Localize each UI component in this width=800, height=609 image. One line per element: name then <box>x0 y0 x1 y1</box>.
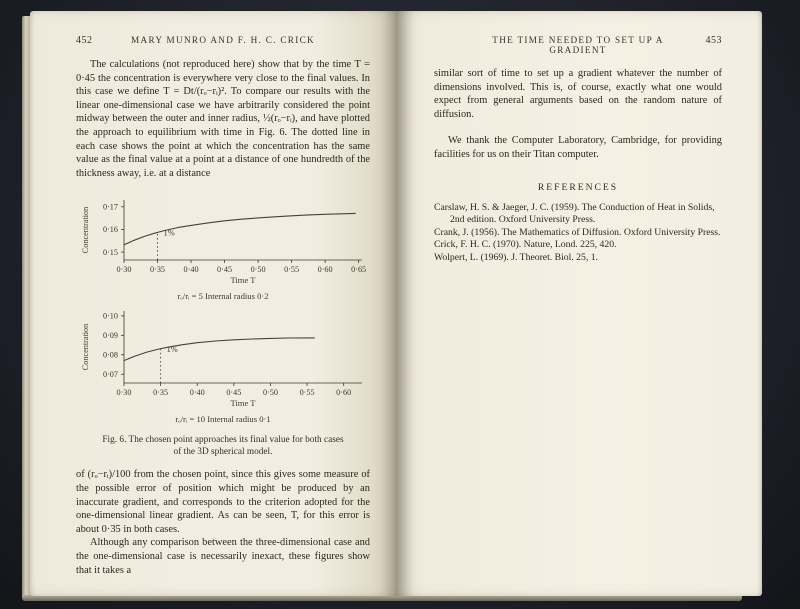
figure-caption: Fig. 6. The chosen point approaches its final value for both cases of the 3D spherical model. <box>102 435 344 458</box>
svg-text:0·30: 0·30 <box>116 388 132 398</box>
svg-text:0·30: 0·30 <box>116 265 132 275</box>
svg-text:0·45: 0·45 <box>217 265 233 275</box>
svg-text:0·55: 0·55 <box>299 388 315 398</box>
svg-text:1%: 1% <box>163 228 175 238</box>
paragraph: Although any comparison between the three-dimensional case and the one-dimensional case is necessarily inexact, these figures show that it takes a <box>76 537 370 576</box>
svg-text:0·17: 0·17 <box>102 202 118 212</box>
svg-text:Concentration: Concentration <box>81 207 90 254</box>
svg-text:0·65: 0·65 <box>351 265 367 275</box>
chart-internal-radius-0-1 <box>76 305 370 424</box>
svg-text:0·10: 0·10 <box>102 311 118 321</box>
chart-svg <box>76 305 376 413</box>
svg-text:0·40: 0·40 <box>183 265 199 275</box>
page-header-right <box>434 35 722 55</box>
svg-text:0·50: 0·50 <box>262 388 278 398</box>
paragraph: We thank the Computer Laboratory, Cambridge, for providing facilities for us on their Titan computer. <box>434 135 722 160</box>
svg-text:0·07: 0·07 <box>102 370 118 380</box>
page-number: 452 <box>76 35 93 46</box>
page-header-left <box>76 35 370 46</box>
chart-subtitle: rₒ/rᵢ = 10 Internal radius 0·1 <box>175 414 271 425</box>
svg-text:0·08: 0·08 <box>102 350 118 360</box>
page-number: 453 <box>705 35 722 46</box>
svg-text:0·40: 0·40 <box>189 388 205 398</box>
references-list <box>434 202 722 265</box>
references-heading: REFERENCES <box>537 181 619 193</box>
reference-item: Crick, F. H. C. (1970). Nature, Lond. 225, 420. <box>434 239 617 251</box>
chart-internal-radius-0-2 <box>76 194 370 301</box>
svg-text:Time T: Time T <box>230 398 256 409</box>
paragraph: of (rₒ−rᵢ)/100 from the chosen point, since this gives some measure of the possible error of position which might be produced by an inaccurate gradient, and corresponds to the criterion adopted for the one-dimensional linear gradient. As can be seen, T, for this error is about 0·35 in both cases. <box>76 469 370 535</box>
page-right <box>396 11 762 596</box>
reference-item: Crank, J. (1956). The Mathematics of Diffusion. Oxford University Press. <box>434 226 721 238</box>
book-spread <box>30 11 762 596</box>
svg-text:0·35: 0·35 <box>153 388 169 398</box>
svg-text:Concentration: Concentration <box>81 324 90 371</box>
figure-6 <box>76 194 370 458</box>
running-head: THE TIME NEEDED TO SET UP A GRADIENT <box>492 35 664 55</box>
paragraph: The calculations (not reproduced here) show that by the time T = 0·45 the concentration is everywhere very close to the final values. In this case we define T = Dt/(rₒ−rᵢ)². To compare our results with the linear one-dimensional case we have arbitrarily considered the point midway between the outer and inner radius, ½(rₒ−rᵢ), and have plotted the approach to equilibrium with time in Fig. 6. The dotted line in each case shows the point at which the concentration has the same value as the final value at a point at a distance of one hundredth of the thickness away, i.e. at a distance <box>76 59 370 179</box>
paragraph: similar sort of time to set up a gradient whatever the number of dimensions involved. This is, of course, exactly what one would expect from general arguments based on the random nature of diffusion. <box>434 68 722 120</box>
svg-text:0·60: 0·60 <box>336 388 352 398</box>
svg-text:0·50: 0·50 <box>250 265 266 275</box>
paragraph-gap <box>434 121 722 134</box>
reference-item: Carslaw, H. S. & Jaeger, J. C. (1959). The Conduction of Heat in Solids, 2nd edition. Oxford University Press. <box>434 201 715 226</box>
svg-text:Time T: Time T <box>230 275 256 286</box>
svg-text:0·16: 0·16 <box>102 225 118 235</box>
svg-text:0·45: 0·45 <box>226 388 242 398</box>
svg-text:0·55: 0·55 <box>284 265 300 275</box>
svg-text:0·09: 0·09 <box>102 331 118 341</box>
svg-text:0·15: 0·15 <box>102 248 118 258</box>
svg-text:0·60: 0·60 <box>317 265 333 275</box>
reference-item: Wolpert, L. (1969). J. Theoret. Biol. 25, 1. <box>434 251 598 263</box>
svg-text:1%: 1% <box>166 345 178 355</box>
chart-subtitle: rₒ/rᵢ = 5 Internal radius 0·2 <box>177 291 269 302</box>
page-left <box>30 11 396 596</box>
running-head: MARY MUNRO AND F. H. C. CRICK <box>131 35 315 45</box>
svg-text:0·35: 0·35 <box>150 265 166 275</box>
chart-svg <box>76 194 376 290</box>
